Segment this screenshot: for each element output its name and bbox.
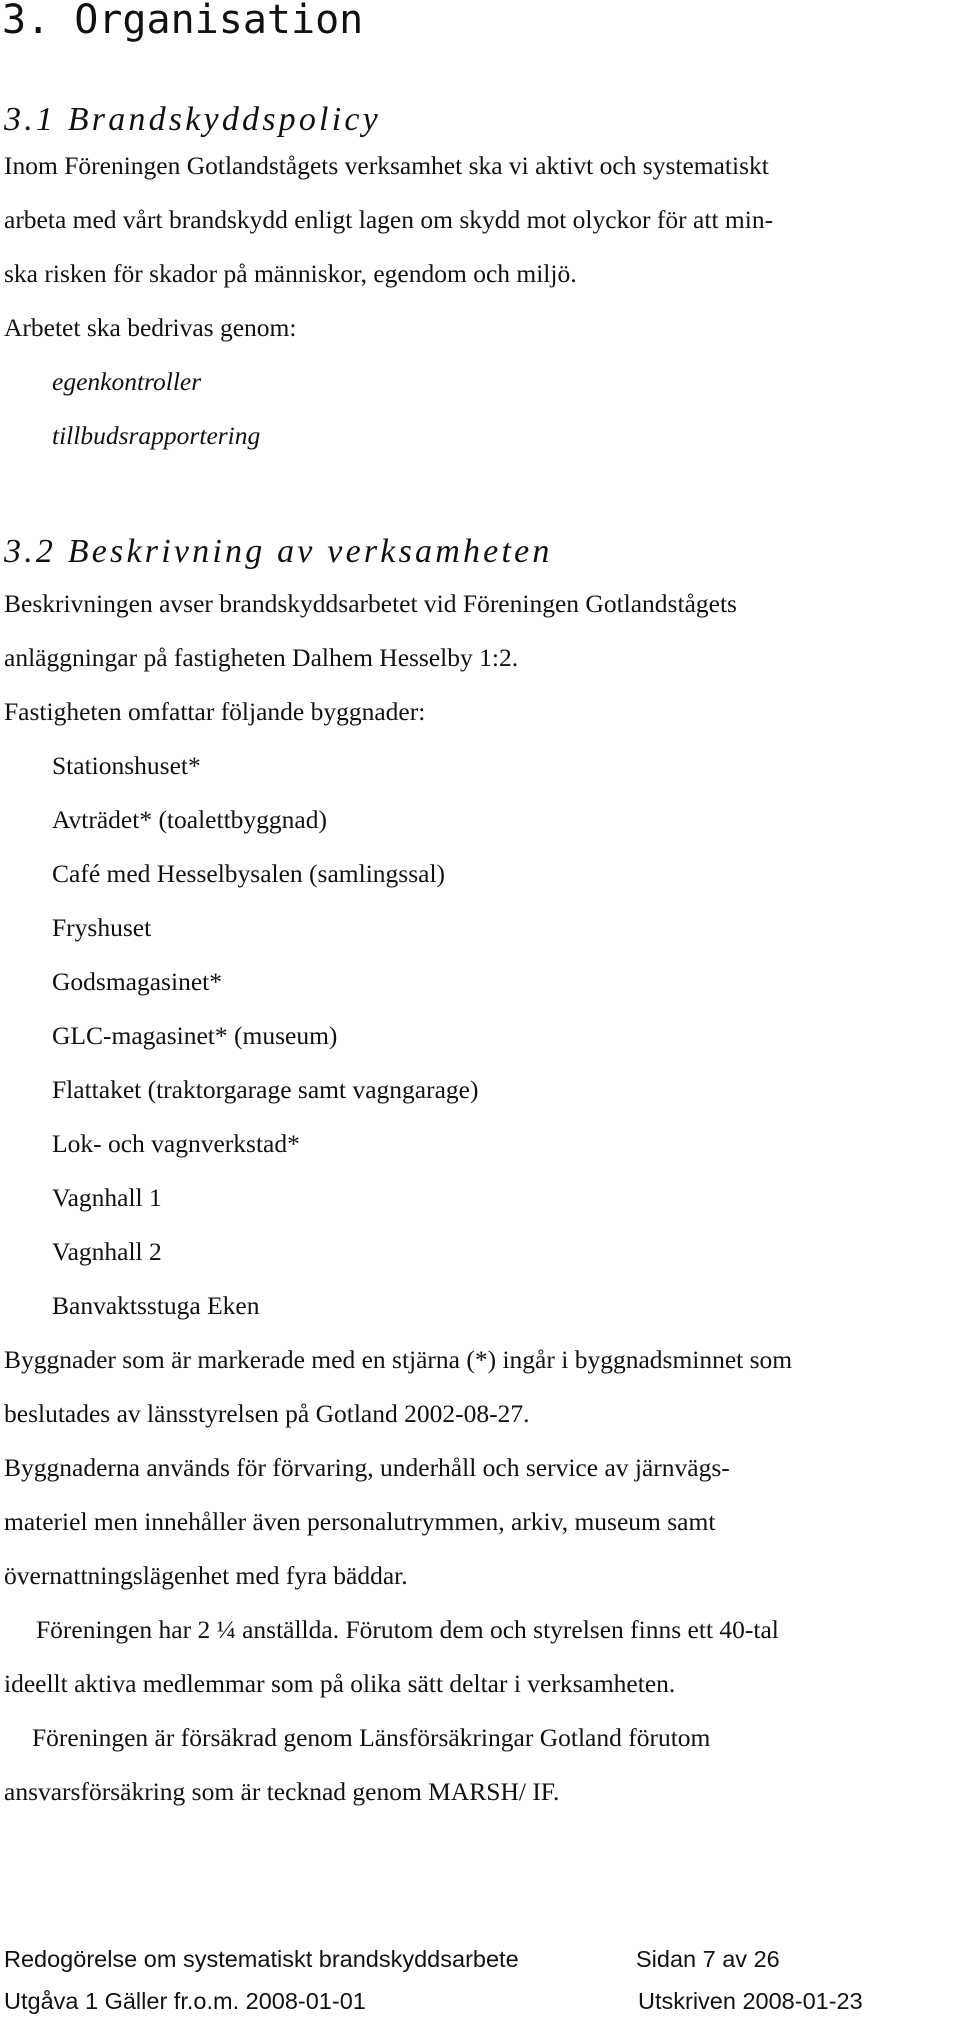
policy-text-line: ska risken för skador på människor, egendom och miljö. [4,259,577,288]
footer-page-number: Sidan 7 av 26 [636,1946,780,1972]
chapter-heading: 3. Organisation [2,0,364,43]
description-text-line: Fastigheten omfattar följande byggnader: [4,697,426,726]
paragraph-line: övernattningslägenhet med fyra bäddar. [4,1561,408,1590]
building-list-item: Stationshuset* [52,751,201,780]
method-item: egenkontroller [52,367,202,396]
building-list-item: GLC-magasinet* (museum) [52,1021,338,1050]
footer-version: Utgåva 1 Gäller fr.o.m. 2008-01-01 [4,1988,366,2014]
paragraph-line: Byggnader som är markerade med en stjärna (*) ingår i byggnadsminnet som [4,1345,793,1374]
paragraph-line: ansvarsförsäkring som är tecknad genom MARSH/ IF. [4,1777,560,1806]
building-list-item: Banvaktsstuga Eken [52,1291,260,1320]
policy-text-line: Arbetet ska bedrivas genom: [4,313,297,342]
footer-print-date: Utskriven 2008-01-23 [638,1988,863,2014]
paragraph-line: Byggnaderna används för förvaring, underhåll och service av järnvägs- [4,1453,730,1482]
building-list-item: Fryshuset [52,913,152,942]
paragraph-line: beslutades av länsstyrelsen på Gotland 2002-08-27. [4,1399,530,1428]
section-heading-verksamhet: 3.2 Beskrivning av verksamheten [4,533,553,570]
building-list-item: Flattaket (traktorgarage samt vagngarage) [52,1075,479,1104]
policy-text-line: arbeta med vårt brandskydd enligt lagen om skydd mot olyckor för att min- [4,205,774,234]
section-heading-brandskyddspolicy: 3.1 Brandskyddspolicy [4,101,381,138]
building-list-item: Lok- och vagnverkstad* [52,1129,300,1158]
building-list-item: Vagnhall 1 [52,1183,162,1212]
building-list-item: Avträdet* (toalettbyggnad) [52,805,327,834]
policy-text-line: Inom Föreningen Gotlandstågets verksamhet ska vi aktivt och systematiskt [4,151,769,180]
description-text-line: anläggningar på fastigheten Dalhem Hesselby 1:2. [4,643,519,672]
building-list-item: Café med Hesselbysalen (samlingssal) [52,859,446,888]
footer-document-title: Redogörelse om systematiskt brandskyddsarbete [4,1946,519,1972]
paragraph-line: Föreningen är försäkrad genom Länsförsäkringar Gotland förutom [32,1723,711,1752]
paragraph-line: Föreningen har 2 ¼ anställda. Förutom dem och styrelsen finns ett 40-tal [36,1615,779,1644]
building-list-item: Godsmagasinet* [52,967,222,996]
paragraph-line: ideellt aktiva medlemmar som på olika sätt deltar i verksamheten. [4,1669,676,1698]
method-item: tillbudsrapportering [52,421,261,450]
paragraph-line: materiel men innehåller även personalutrymmen, arkiv, museum samt [4,1507,716,1536]
building-list-item: Vagnhall 2 [52,1237,162,1266]
description-text-line: Beskrivningen avser brandskyddsarbetet vid Föreningen Gotlandstågets [4,589,737,618]
